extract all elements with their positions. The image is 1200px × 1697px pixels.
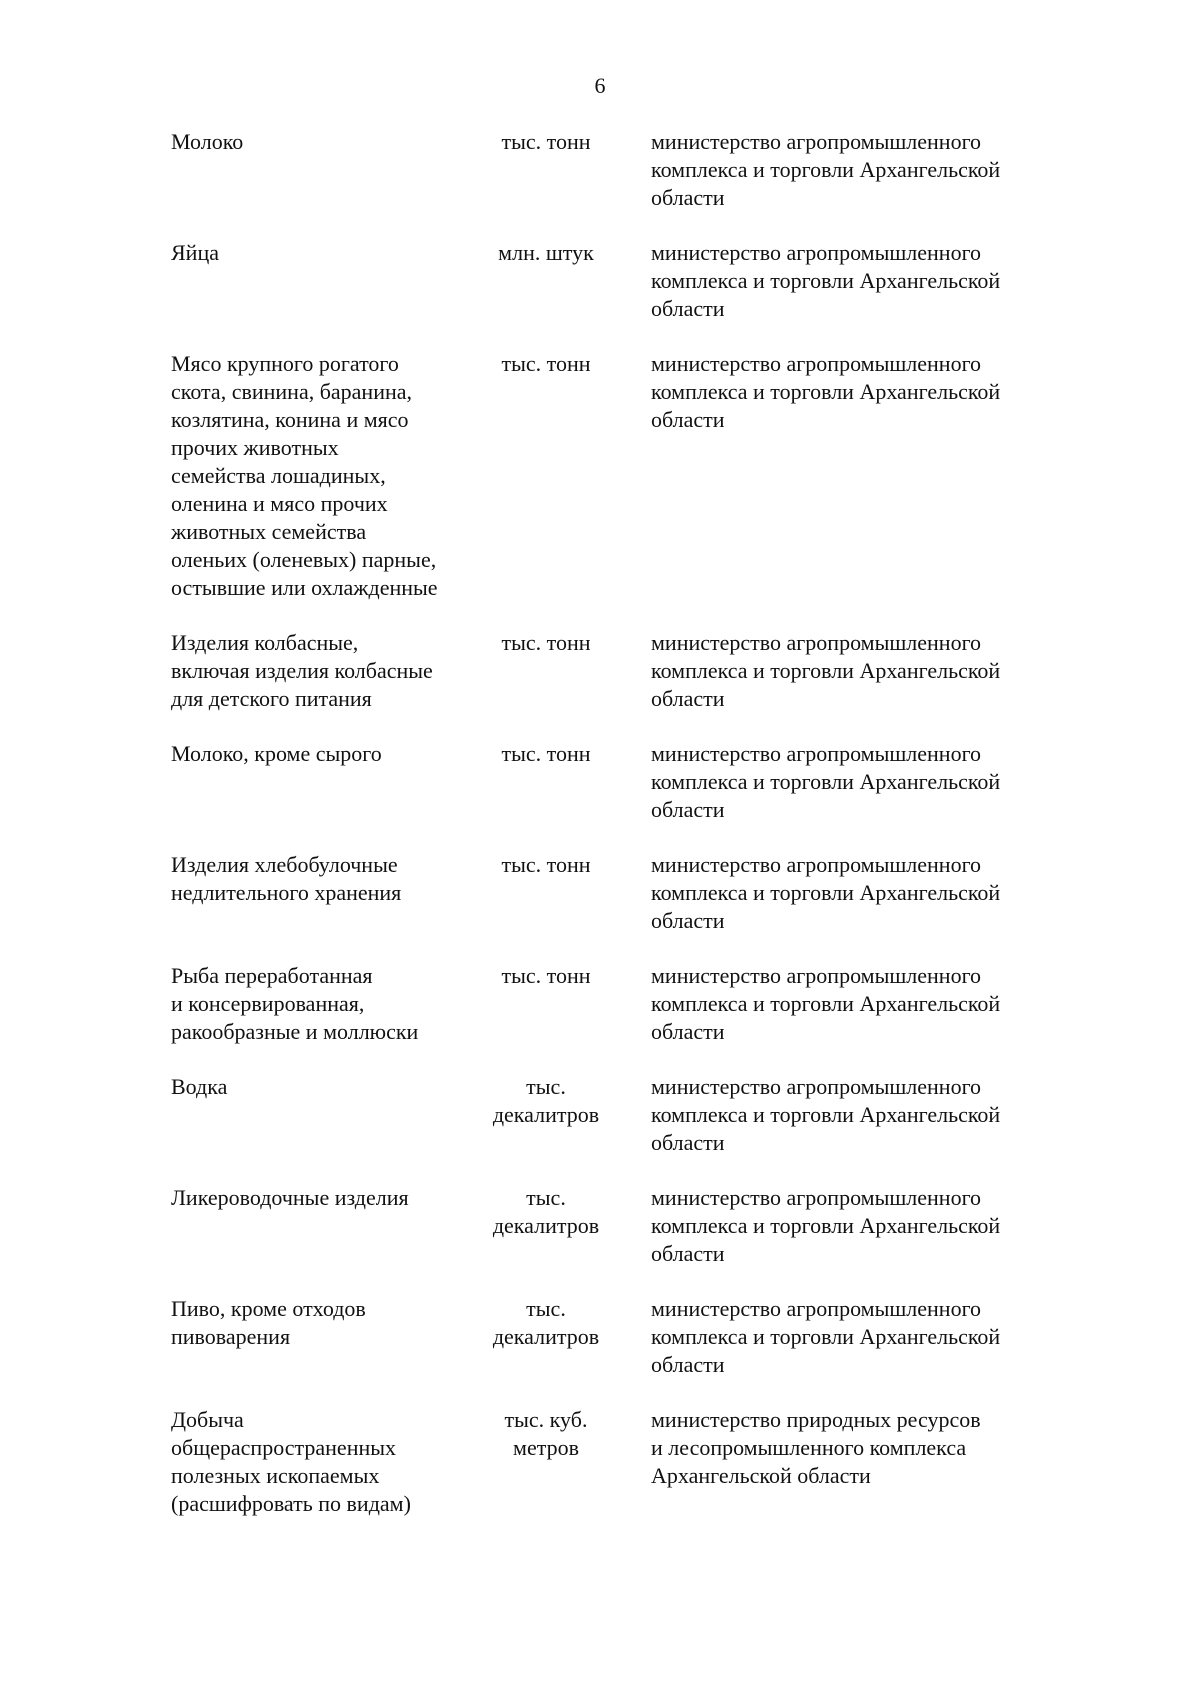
indicator-name: Яйца — [171, 240, 219, 265]
indicator-name: Рыба переработанная и консервированная, ракообразные и моллюски — [171, 963, 419, 1044]
indicator-unit: тыс. декалитров — [492, 1074, 600, 1127]
indicator-name: Изделия колбасные, включая изделия колбасные для детского питания — [171, 630, 433, 711]
table-row — [171, 962, 1051, 1046]
responsible-body: министерство агропромышленного комплекса и торговли Архангельской области — [651, 852, 1001, 933]
table-row — [171, 1295, 1051, 1379]
indicator-unit: тыс. тонн — [501, 630, 591, 655]
indicator-unit: тыс. декалитров — [492, 1296, 600, 1349]
responsible-body: министерство агропромышленного комплекса и торговли Архангельской области — [651, 741, 1001, 822]
table-row — [171, 629, 1051, 713]
responsible-body: министерство агропромышленного комплекса и торговли Архангельской области — [651, 630, 1001, 711]
page-number: 6 — [594, 73, 606, 98]
indicator-unit: тыс. тонн — [501, 963, 591, 988]
indicator-name: Добыча общераспространенных полезных ископаемых (расшифровать по видам) — [171, 1407, 411, 1516]
responsible-body: министерство агропромышленного комплекса и торговли Архангельской области — [651, 1185, 1001, 1266]
table-row — [171, 350, 1051, 602]
table-row — [171, 239, 1051, 323]
indicator-unit: тыс. тонн — [501, 741, 591, 766]
responsible-body: министерство агропромышленного комплекса и торговли Архангельской области — [651, 1074, 1001, 1155]
indicator-name: Мясо крупного рогатого скота, свинина, баранина, козлятина, конина и мясо прочих животных семейства лошадиных, оленина и мясо прочих животных семейства оленьих (оленевых) парные, остывшие или охлажденные — [171, 351, 438, 600]
table-row — [171, 740, 1051, 824]
indicator-name: Ликероводочные изделия — [171, 1185, 409, 1210]
indicator-unit: млн. штук — [498, 240, 594, 265]
table-row — [171, 1406, 1051, 1518]
indicator-name: Молоко — [171, 129, 244, 154]
indicator-unit: тыс. куб. метров — [504, 1407, 588, 1460]
indicator-name: Водка — [171, 1074, 228, 1099]
indicator-unit: тыс. тонн — [501, 852, 591, 877]
indicator-unit: тыс. тонн — [501, 351, 591, 376]
indicator-name: Изделия хлебобулочные недлительного хранения — [171, 852, 402, 905]
responsible-body: министерство агропромышленного комплекса и торговли Архангельской области — [651, 240, 1001, 321]
responsible-body: министерство агропромышленного комплекса и торговли Архангельской области — [651, 963, 1001, 1044]
table-row — [171, 128, 1051, 212]
responsible-body: министерство природных ресурсов и лесопромышленного комплекса Архангельской области — [651, 1407, 981, 1488]
indicator-name: Молоко, кроме сырого — [171, 741, 382, 766]
table-row — [171, 1073, 1051, 1157]
indicator-unit: тыс. тонн — [501, 129, 591, 154]
indicator-name: Пиво, кроме отходов пивоварения — [171, 1296, 366, 1349]
table-row — [171, 851, 1051, 935]
responsible-body: министерство агропромышленного комплекса и торговли Архангельской области — [651, 129, 1001, 210]
table-row — [171, 1184, 1051, 1268]
responsible-body: министерство агропромышленного комплекса и торговли Архангельской области — [651, 351, 1001, 432]
indicator-unit: тыс. декалитров — [492, 1185, 600, 1238]
indicator-table — [171, 128, 1051, 1545]
responsible-body: министерство агропромышленного комплекса и торговли Архангельской области — [651, 1296, 1001, 1377]
